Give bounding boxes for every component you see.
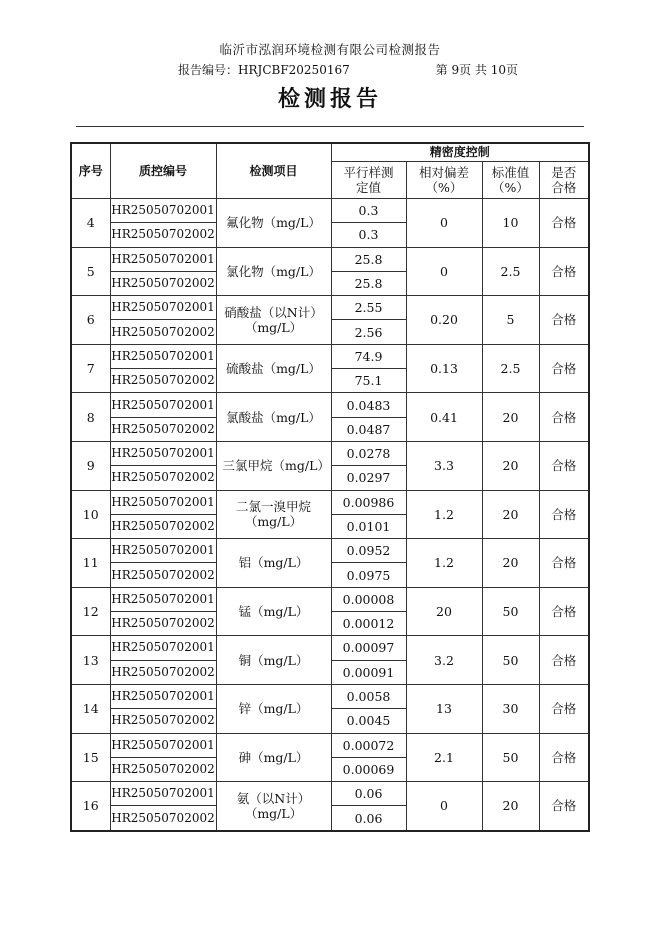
parallel-value: 0.3 — [331, 223, 406, 247]
table-row — [71, 733, 589, 757]
page-title: 检测报告 — [277, 87, 382, 112]
row-seq: 7 — [71, 344, 110, 393]
test-item: 二氯一溴甲烷（mg/L） — [216, 490, 331, 539]
table-row — [71, 636, 589, 660]
relative-deviation: 13 — [406, 684, 482, 733]
test-item: 氯化物（mg/L） — [216, 247, 331, 296]
qc-code: HR25050702001 — [110, 490, 216, 514]
standard-value: 20 — [482, 782, 539, 831]
report-organization: 临沂市泓润环境检测有限公司检测报告 — [219, 42, 441, 57]
relative-deviation: 0 — [406, 199, 482, 248]
qc-code: HR25050702002 — [110, 369, 216, 393]
header-relative-deviation: 相对偏差（%） — [406, 162, 482, 199]
pass-result: 合格 — [539, 733, 589, 782]
test-item: 氨（以N计）（mg/L） — [216, 782, 331, 831]
standard-value: 2.5 — [482, 344, 539, 393]
standard-value: 10 — [482, 199, 539, 248]
qc-code: HR25050702001 — [110, 539, 216, 563]
pass-result: 合格 — [539, 247, 589, 296]
table-row — [71, 296, 589, 320]
pass-result: 合格 — [539, 441, 589, 490]
relative-deviation: 3.2 — [406, 636, 482, 685]
table-row — [71, 782, 589, 806]
header-pass: 是否合格 — [539, 162, 589, 199]
parallel-value: 0.0975 — [331, 563, 406, 587]
table-row — [71, 344, 589, 368]
table-row — [71, 684, 589, 708]
relative-deviation: 0.20 — [406, 296, 482, 345]
table-row — [71, 393, 589, 417]
qc-code: HR25050702001 — [110, 587, 216, 611]
parallel-value: 25.8 — [331, 271, 406, 295]
qc-code: HR25050702001 — [110, 296, 216, 320]
row-seq: 13 — [71, 636, 110, 685]
pass-result: 合格 — [539, 539, 589, 588]
qc-code: HR25050702001 — [110, 636, 216, 660]
parallel-value: 2.55 — [331, 296, 406, 320]
qc-code: HR25050702002 — [110, 563, 216, 587]
header-standard-value: 标准值（%） — [482, 162, 539, 199]
page-info: 第 9页 共 10页 — [435, 63, 518, 77]
test-item: 三氯甲烷（mg/L） — [216, 441, 331, 490]
standard-value: 2.5 — [482, 247, 539, 296]
qc-code: HR25050702002 — [110, 660, 216, 684]
test-item: 铜（mg/L） — [216, 636, 331, 685]
parallel-value: 0.00072 — [331, 733, 406, 757]
pass-result: 合格 — [539, 296, 589, 345]
header-qc-code: 质控编号 — [110, 143, 216, 199]
standard-value: 20 — [482, 539, 539, 588]
parallel-value: 0.0297 — [331, 466, 406, 490]
qc-code: HR25050702002 — [110, 320, 216, 344]
parallel-value: 0.00091 — [331, 660, 406, 684]
header-parallel-value: 平行样测定值 — [331, 162, 406, 199]
parallel-value: 0.0101 — [331, 514, 406, 538]
qc-code: HR25050702002 — [110, 223, 216, 247]
pass-result: 合格 — [539, 393, 589, 442]
table-row — [71, 199, 589, 223]
test-item: 硝酸盐（以N计）（mg/L） — [216, 296, 331, 345]
qc-code: HR25050702001 — [110, 441, 216, 465]
header-seq: 序号 — [71, 143, 110, 199]
parallel-value: 0.06 — [331, 782, 406, 806]
report-number: HRJCBF20250167 — [238, 63, 350, 77]
relative-deviation: 20 — [406, 587, 482, 636]
row-seq: 4 — [71, 199, 110, 248]
row-seq: 9 — [71, 441, 110, 490]
table-row — [71, 587, 589, 611]
standard-value: 50 — [482, 636, 539, 685]
parallel-value: 0.0487 — [331, 417, 406, 441]
parallel-value: 75.1 — [331, 369, 406, 393]
relative-deviation: 0 — [406, 247, 482, 296]
parallel-value: 2.56 — [331, 320, 406, 344]
relative-deviation: 2.1 — [406, 733, 482, 782]
row-seq: 11 — [71, 539, 110, 588]
standard-value: 20 — [482, 490, 539, 539]
pass-result: 合格 — [539, 587, 589, 636]
standard-value: 50 — [482, 733, 539, 782]
pass-result: 合格 — [539, 782, 589, 831]
parallel-value: 0.3 — [331, 199, 406, 223]
parallel-value: 25.8 — [331, 247, 406, 271]
qc-code: HR25050702001 — [110, 344, 216, 368]
row-seq: 16 — [71, 782, 110, 831]
qc-code: HR25050702002 — [110, 757, 216, 781]
qc-code: HR25050702002 — [110, 466, 216, 490]
relative-deviation: 0 — [406, 782, 482, 831]
standard-value: 50 — [482, 587, 539, 636]
parallel-value: 0.00097 — [331, 636, 406, 660]
row-seq: 15 — [71, 733, 110, 782]
parallel-value: 0.0483 — [331, 393, 406, 417]
pass-result: 合格 — [539, 344, 589, 393]
header-precision-group: 精密度控制 — [331, 143, 589, 162]
standard-value: 30 — [482, 684, 539, 733]
relative-deviation: 1.2 — [406, 490, 482, 539]
pass-result: 合格 — [539, 684, 589, 733]
row-seq: 14 — [71, 684, 110, 733]
table-row — [71, 247, 589, 271]
relative-deviation: 3.3 — [406, 441, 482, 490]
test-item: 砷（mg/L） — [216, 733, 331, 782]
test-item: 锰（mg/L） — [216, 587, 331, 636]
qc-code: HR25050702002 — [110, 806, 216, 831]
parallel-value: 0.00069 — [331, 757, 406, 781]
qc-code: HR25050702002 — [110, 271, 216, 295]
test-item: 锌（mg/L） — [216, 684, 331, 733]
standard-value: 20 — [482, 441, 539, 490]
table-row — [71, 441, 589, 465]
parallel-value: 0.00012 — [331, 612, 406, 636]
qc-code: HR25050702001 — [110, 199, 216, 223]
row-seq: 12 — [71, 587, 110, 636]
qc-code: HR25050702002 — [110, 612, 216, 636]
parallel-value: 0.06 — [331, 806, 406, 831]
pass-result: 合格 — [539, 199, 589, 248]
test-item: 氯酸盐（mg/L） — [216, 393, 331, 442]
qc-code: HR25050702001 — [110, 684, 216, 708]
relative-deviation: 1.2 — [406, 539, 482, 588]
qc-code: HR25050702001 — [110, 393, 216, 417]
parallel-value: 0.0045 — [331, 709, 406, 733]
parallel-value: 0.0952 — [331, 539, 406, 563]
relative-deviation: 0.41 — [406, 393, 482, 442]
row-seq: 6 — [71, 296, 110, 345]
qc-code: HR25050702001 — [110, 733, 216, 757]
parallel-value: 0.00986 — [331, 490, 406, 514]
row-seq: 8 — [71, 393, 110, 442]
header-item: 检测项目 — [216, 143, 331, 199]
parallel-value: 0.0278 — [331, 441, 406, 465]
test-item: 硫酸盐（mg/L） — [216, 344, 331, 393]
row-seq: 5 — [71, 247, 110, 296]
qc-code: HR25050702002 — [110, 709, 216, 733]
table-row — [71, 539, 589, 563]
parallel-value: 74.9 — [331, 344, 406, 368]
test-item: 铝（mg/L） — [216, 539, 331, 588]
row-seq: 10 — [71, 490, 110, 539]
pass-result: 合格 — [539, 636, 589, 685]
relative-deviation: 0.13 — [406, 344, 482, 393]
parallel-value: 0.00008 — [331, 587, 406, 611]
table-row — [71, 490, 589, 514]
precision-control-table — [70, 142, 590, 832]
qc-code: HR25050702001 — [110, 247, 216, 271]
report-meta — [178, 61, 518, 78]
parallel-value: 0.0058 — [331, 684, 406, 708]
test-item: 氟化物（mg/L） — [216, 199, 331, 248]
qc-code: HR25050702002 — [110, 514, 216, 538]
title-divider — [76, 126, 584, 127]
qc-code: HR25050702001 — [110, 782, 216, 806]
report-number-label: 报告编号： — [178, 63, 239, 77]
pass-result: 合格 — [539, 490, 589, 539]
standard-value: 20 — [482, 393, 539, 442]
standard-value: 5 — [482, 296, 539, 345]
qc-code: HR25050702002 — [110, 417, 216, 441]
